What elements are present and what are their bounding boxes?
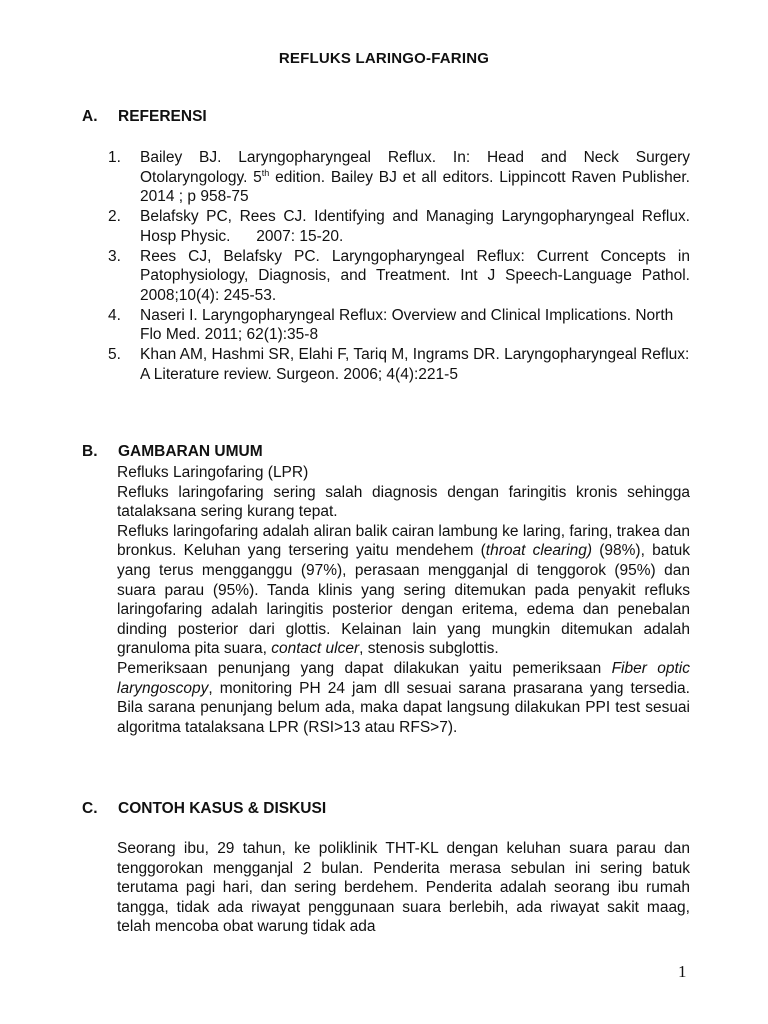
gambaran-paragraph bbox=[117, 659, 690, 737]
reference-number: 4. bbox=[108, 306, 121, 324]
page-number: 1 bbox=[678, 962, 687, 981]
reference-number: 3. bbox=[108, 247, 121, 265]
reference-number: 5. bbox=[108, 346, 121, 364]
paragraph-text: Refluks laringofaring adalah aliran balik cairan lambung ke laring, faring, trakea dan bronkus. Keluhan yang tersering yaitu mendehem ( bbox=[117, 522, 690, 560]
italic-term: throat clearing) bbox=[485, 542, 593, 560]
paragraph-text: , monitoring PH 24 jam dll sesuai sarana prasarana yang tersedia. Bila sarana penunjang belum ada, maka dapat langsung dilakukan PPI test sesuai algoritma tatalaksana LPR (RSI>13 atau RFS>7). bbox=[117, 679, 690, 736]
italic-term: contact ulcer bbox=[271, 640, 360, 658]
kasus-body bbox=[117, 839, 690, 937]
reference-item bbox=[108, 207, 695, 246]
reference-text: Naseri I. Laryngopharyngeal Reflux: Overview and Clinical Implications. North Flo Med. 2011; 62(1):35-8 bbox=[140, 306, 674, 344]
paragraph-text: Pemeriksaan penunjang yang dapat dilakukan yaitu pemeriksaan bbox=[117, 659, 612, 677]
gambaran-paragraph: Refluks Laringofaring (LPR) bbox=[117, 464, 309, 481]
reference-text: Khan AM, Hashmi SR, Elahi F, Tariq M, Ingrams DR. Laryngopharyngeal Reflux: A Literature review. Surgeon. 2006; 4(4):221-5 bbox=[140, 346, 690, 383]
section-c-title: CONTOH KASUS & DISKUSI bbox=[118, 800, 327, 817]
reference-item bbox=[108, 247, 690, 306]
section-a-title: REFERENSI bbox=[118, 108, 207, 125]
reference-item bbox=[108, 148, 690, 207]
section-a-letter: A. bbox=[82, 108, 98, 125]
gambaran-paragraph bbox=[117, 522, 690, 659]
section-b-letter: B. bbox=[82, 443, 98, 460]
section-b-heading bbox=[82, 443, 263, 461]
section-a-heading bbox=[82, 108, 207, 126]
reference-number: 1. bbox=[108, 149, 121, 166]
kasus-paragraph: Seorang ibu, 29 tahun, ke poliklinik THT-KL dengan keluhan suara parau dan tenggorokan mengganjal 2 bulan. Penderita merasa sebulan ini sering batuk terutama pagi hari, dan sering berdehem. Penderita adalah seorang ibu rumah tangga, tidak ada riwayat penggunaan suara berlebih, ada riwayat sakit maag, telah mencoba obat warung tidak ada bbox=[117, 840, 690, 936]
section-c-heading bbox=[82, 800, 326, 818]
reference-item bbox=[108, 345, 690, 384]
reference-text: Belafsky PC, Rees CJ. Identifying and Managing Laryngopharyngeal Reflux. Hosp Physic. 2007: 15-20. bbox=[140, 208, 695, 245]
paragraph-text: (98%), batuk yang terus mengganggu (97%), perasaan mengganjal di tenggorok (95%) dan suara parau (95%). Tanda klinis yang sering ditemukan pada penyakit refluks laringofaring adalah laringitis posterior dengan eritema, edema dan penebalan dinding posterior dari glottis. Kelainan lain yang mungkin ditemukan adalah granuloma pita suara, bbox=[117, 542, 690, 658]
section-b-title: GAMBARAN UMUM bbox=[118, 443, 263, 460]
reference-number: 2. bbox=[108, 208, 121, 226]
reference-superscript: th bbox=[261, 167, 270, 178]
reference-item bbox=[108, 306, 690, 345]
gambaran-umum-body bbox=[117, 463, 690, 737]
paragraph-text: , stenosis subglottis. bbox=[359, 640, 499, 658]
reference-text: Rees CJ, Belafsky PC. Laryngopharyngeal Reflux: Current Concepts in Patophysiology, Diagnosis, and Treatment. Int J Speech-Language Pathol. 2008;10(4): 245-53. bbox=[140, 247, 690, 304]
reference-text-cont: edition. Bailey BJ et all editors. Lippincott Raven Publisher. 2014 ; p 958-75 bbox=[140, 168, 690, 206]
reference-list bbox=[108, 148, 695, 384]
page-title: REFLUKS LARINGO-FARING bbox=[278, 50, 490, 67]
section-c-letter: C. bbox=[82, 800, 98, 817]
italic-term: Fiber optic laryngoscopy bbox=[117, 659, 690, 697]
reference-text: Bailey BJ. Laryngopharyngeal Reflux. In: Head and Neck Surgery Otolaryngology. 5 bbox=[140, 149, 690, 186]
gambaran-paragraph: Refluks laringofaring sering salah diagnosis dengan faringitis kronis sehingga tatalaksana sering kurang tepat. bbox=[117, 483, 690, 521]
